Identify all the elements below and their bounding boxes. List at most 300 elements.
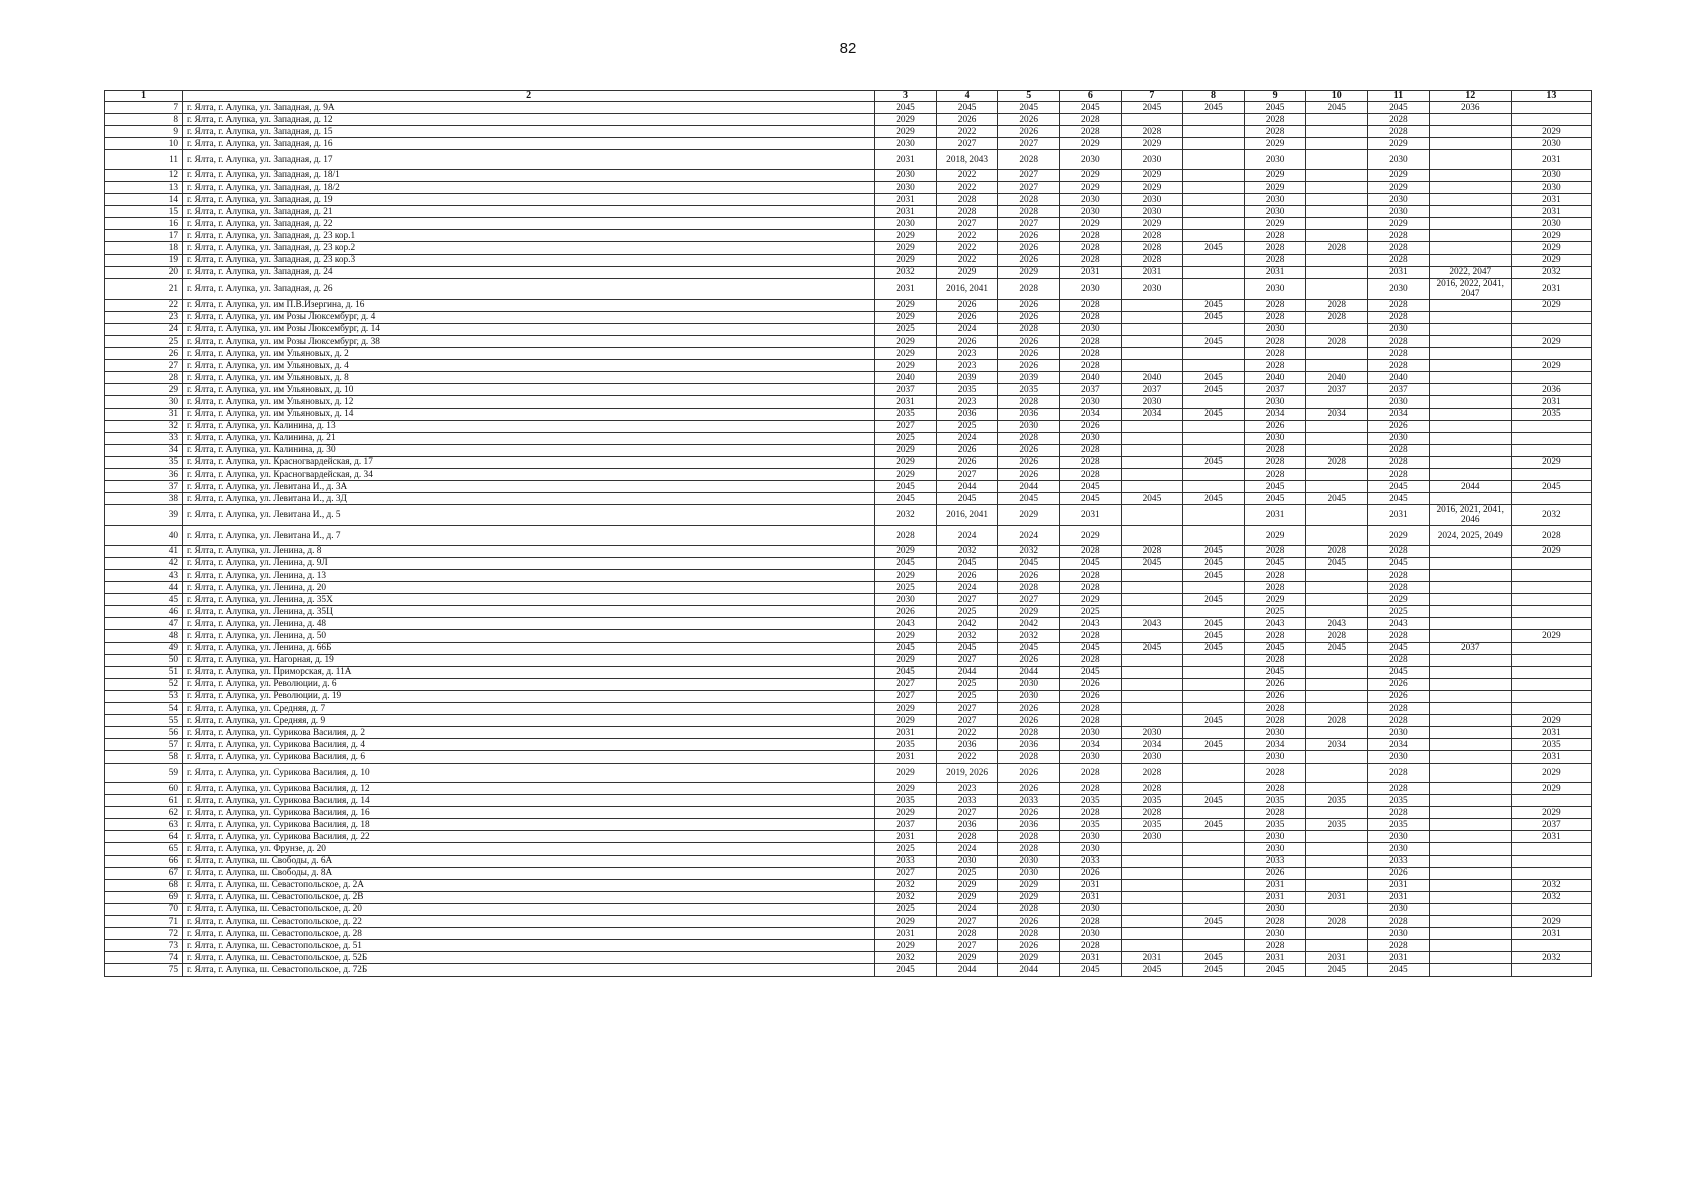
year-cell: [1183, 879, 1245, 891]
address-cell: г. Ялта, г. Алупка, ул. им Ульяновых, д. 8: [183, 372, 875, 384]
year-cell: [1511, 372, 1591, 384]
table-row: [105, 606, 1592, 618]
year-cell: 2029: [998, 891, 1060, 903]
year-cell: 2028: [1060, 545, 1122, 557]
row-index: 57: [105, 739, 183, 751]
year-cell: [1183, 126, 1245, 138]
year-cell: [1429, 230, 1511, 242]
year-cell: [1306, 928, 1368, 940]
year-cell: 2026: [998, 570, 1060, 582]
year-cell: 2034: [1368, 739, 1430, 751]
year-cell: 2036: [1429, 102, 1511, 114]
year-cell: 2028: [1244, 230, 1306, 242]
year-cell: 2032: [1511, 879, 1591, 891]
year-cell: 2031: [1306, 952, 1368, 964]
year-cell: 2031: [1368, 879, 1430, 891]
year-cell: [1306, 763, 1368, 783]
year-cell: 2029: [1511, 336, 1591, 348]
year-cell: 2045: [1183, 642, 1245, 654]
year-cell: 2026: [936, 336, 998, 348]
year-cell: [1511, 964, 1591, 976]
year-cell: [1306, 230, 1368, 242]
year-cell: 2044: [936, 481, 998, 493]
row-index: 59: [105, 763, 183, 783]
year-cell: 2045: [1306, 493, 1368, 505]
year-cell: 2030: [1121, 206, 1183, 218]
year-cell: 2030: [1511, 181, 1591, 193]
year-cell: 2029: [875, 807, 937, 819]
year-cell: [1429, 819, 1511, 831]
table-row: [105, 432, 1592, 444]
year-cell: [1429, 903, 1511, 915]
year-cell: [1183, 928, 1245, 940]
year-cell: 2029: [875, 703, 937, 715]
year-cell: 2039: [998, 372, 1060, 384]
year-cell: [1306, 678, 1368, 690]
year-cell: [1429, 348, 1511, 360]
year-cell: 2027: [936, 654, 998, 666]
year-cell: 2029: [875, 299, 937, 311]
year-cell: 2045: [1121, 102, 1183, 114]
year-cell: [1183, 420, 1245, 432]
year-cell: 2035: [1511, 408, 1591, 420]
year-cell: 2031: [1368, 952, 1430, 964]
year-cell: 2029: [875, 630, 937, 642]
year-cell: [1429, 618, 1511, 630]
year-cell: 2037: [1306, 384, 1368, 396]
year-cell: 2039: [936, 372, 998, 384]
year-cell: [1511, 855, 1591, 867]
year-cell: 2032: [936, 545, 998, 557]
column-header: 9: [1244, 91, 1306, 102]
year-cell: 2026: [998, 654, 1060, 666]
row-index: 33: [105, 432, 183, 444]
year-cell: [1183, 831, 1245, 843]
year-cell: 2028: [1306, 311, 1368, 323]
year-cell: 2025: [936, 678, 998, 690]
year-cell: 2045: [1368, 964, 1430, 976]
year-cell: [1306, 654, 1368, 666]
year-cell: 2026: [998, 444, 1060, 456]
address-cell: г. Ялта, г. Алупка, ш. Севастопольское, д. 52Б: [183, 952, 875, 964]
year-cell: [1183, 678, 1245, 690]
year-cell: [1121, 606, 1183, 618]
year-cell: [1511, 642, 1591, 654]
year-cell: 2028: [998, 432, 1060, 444]
year-cell: 2031: [1060, 266, 1122, 278]
address-cell: г. Ялта, г. Алупка, ул. им Ульяновых, д. 2: [183, 348, 875, 360]
year-cell: 2028: [1368, 311, 1430, 323]
address-cell: г. Ялта, г. Алупка, ул. Западная, д. 18/2: [183, 181, 875, 193]
year-cell: 2037: [1060, 384, 1122, 396]
year-cell: [1306, 348, 1368, 360]
year-cell: 2033: [1368, 855, 1430, 867]
year-cell: 2028: [1060, 311, 1122, 323]
year-cell: 2026: [875, 606, 937, 618]
year-cell: 2032: [1511, 266, 1591, 278]
year-cell: 2026: [998, 456, 1060, 468]
year-cell: [1511, 618, 1591, 630]
row-index: 8: [105, 114, 183, 126]
year-cell: [1429, 384, 1511, 396]
year-cell: 2045: [875, 557, 937, 569]
year-cell: [1511, 469, 1591, 481]
year-cell: 2030: [1368, 206, 1430, 218]
year-cell: 2031: [1060, 505, 1122, 526]
year-cell: 2028: [1368, 114, 1430, 126]
year-cell: 2045: [1183, 795, 1245, 807]
year-cell: [1429, 150, 1511, 170]
table-row: [105, 807, 1592, 819]
year-cell: 2030: [1060, 928, 1122, 940]
year-cell: 2029: [1511, 807, 1591, 819]
year-cell: [1306, 254, 1368, 266]
year-cell: 2025: [875, 582, 937, 594]
address-cell: г. Ялта, г. Алупка, ул. Западная, д. 9А: [183, 102, 875, 114]
year-cell: 2028: [1060, 807, 1122, 819]
year-cell: 2026: [998, 336, 1060, 348]
year-cell: 2028: [1306, 715, 1368, 727]
year-cell: 2028: [1306, 916, 1368, 928]
table-row: [105, 372, 1592, 384]
year-cell: 2025: [1060, 606, 1122, 618]
address-cell: г. Ялта, г. Алупка, ш. Свободы, д. 6А: [183, 855, 875, 867]
year-cell: [1183, 582, 1245, 594]
year-cell: 2034: [1244, 408, 1306, 420]
year-cell: 2031: [875, 727, 937, 739]
year-cell: 2035: [1244, 795, 1306, 807]
year-cell: 2030: [1060, 751, 1122, 763]
year-cell: 2019, 2026: [936, 763, 998, 783]
row-index: 52: [105, 678, 183, 690]
year-cell: [1183, 469, 1245, 481]
year-cell: 2028: [1368, 807, 1430, 819]
year-cell: 2027: [875, 678, 937, 690]
year-cell: [1429, 242, 1511, 254]
year-cell: 2028: [1244, 940, 1306, 952]
year-cell: [1183, 396, 1245, 408]
table-header: [105, 91, 1592, 102]
year-cell: [1306, 843, 1368, 855]
year-cell: 2028: [998, 831, 1060, 843]
year-cell: 2028: [1060, 582, 1122, 594]
year-cell: 2030: [998, 867, 1060, 879]
row-index: 27: [105, 360, 183, 372]
year-cell: 2027: [936, 594, 998, 606]
year-cell: [1429, 408, 1511, 420]
column-header: 11: [1368, 91, 1430, 102]
year-cell: [1121, 855, 1183, 867]
year-cell: [1511, 903, 1591, 915]
year-cell: [1121, 526, 1183, 546]
year-cell: 2024: [936, 323, 998, 335]
year-cell: 2029: [1511, 783, 1591, 795]
year-cell: 2030: [998, 420, 1060, 432]
year-cell: 2028: [1060, 703, 1122, 715]
year-cell: 2030: [1121, 194, 1183, 206]
year-cell: [1429, 545, 1511, 557]
year-cell: [1183, 891, 1245, 903]
address-cell: г. Ялта, г. Алупка, ш. Севастопольское, д. 20: [183, 903, 875, 915]
table-row: [105, 867, 1592, 879]
year-cell: 2031: [1060, 952, 1122, 964]
year-cell: 2028: [1368, 703, 1430, 715]
year-cell: 2029: [1244, 218, 1306, 230]
year-cell: 2029: [1060, 526, 1122, 546]
year-cell: [1183, 181, 1245, 193]
year-cell: [1121, 336, 1183, 348]
year-cell: 2024: [936, 843, 998, 855]
year-cell: 2028: [1368, 916, 1430, 928]
year-cell: [1429, 763, 1511, 783]
year-cell: 2029: [1511, 254, 1591, 266]
year-cell: 2035: [1121, 819, 1183, 831]
year-cell: [1429, 594, 1511, 606]
address-cell: г. Ялта, г. Алупка, ул. им Розы Люксембург, д. 4: [183, 311, 875, 323]
year-cell: 2035: [936, 384, 998, 396]
year-cell: [1306, 323, 1368, 335]
table-row: [105, 169, 1592, 181]
address-cell: г. Ялта, г. Алупка, ул. Приморская, д. 11А: [183, 666, 875, 678]
year-cell: 2031: [875, 831, 937, 843]
row-index: 47: [105, 618, 183, 630]
year-cell: 2016, 2041: [936, 505, 998, 526]
year-cell: 2045: [998, 102, 1060, 114]
year-cell: 2029: [1511, 299, 1591, 311]
address-cell: г. Ялта, г. Алупка, ул. Западная, д. 18/1: [183, 169, 875, 181]
year-cell: 2035: [1244, 819, 1306, 831]
year-cell: 2026: [998, 703, 1060, 715]
table-row: [105, 903, 1592, 915]
year-cell: 2028: [1244, 703, 1306, 715]
year-cell: 2022: [936, 242, 998, 254]
row-index: 29: [105, 384, 183, 396]
column-header: 7: [1121, 91, 1183, 102]
year-cell: [1429, 372, 1511, 384]
year-cell: 2029: [998, 879, 1060, 891]
year-cell: 2035: [998, 384, 1060, 396]
year-cell: [1306, 150, 1368, 170]
year-cell: 2022: [936, 727, 998, 739]
year-cell: 2031: [875, 928, 937, 940]
year-cell: 2029: [1511, 545, 1591, 557]
year-cell: 2044: [936, 666, 998, 678]
year-cell: [1429, 916, 1511, 928]
year-cell: 2029: [1121, 181, 1183, 193]
year-cell: 2024: [936, 526, 998, 546]
year-cell: [1429, 690, 1511, 702]
year-cell: [1511, 114, 1591, 126]
year-cell: 2025: [936, 867, 998, 879]
year-cell: 2028: [1060, 570, 1122, 582]
year-cell: [1511, 557, 1591, 569]
year-cell: 2042: [936, 618, 998, 630]
year-cell: 2045: [1183, 299, 1245, 311]
year-cell: 2032: [1511, 952, 1591, 964]
table-row: [105, 739, 1592, 751]
year-cell: [1306, 181, 1368, 193]
row-index: 43: [105, 570, 183, 582]
year-cell: 2028: [1060, 630, 1122, 642]
year-cell: 2044: [998, 666, 1060, 678]
year-cell: 2045: [1183, 916, 1245, 928]
year-cell: [1121, 916, 1183, 928]
year-cell: 2031: [875, 751, 937, 763]
year-cell: 2031: [875, 206, 937, 218]
row-index: 13: [105, 181, 183, 193]
year-cell: [1429, 630, 1511, 642]
year-cell: [1511, 940, 1591, 952]
address-cell: г. Ялта, г. Алупка, ул. Ленина, д. 35Ц: [183, 606, 875, 618]
year-cell: [1306, 831, 1368, 843]
year-cell: 2028: [1244, 545, 1306, 557]
row-index: 44: [105, 582, 183, 594]
year-cell: 2030: [1060, 831, 1122, 843]
address-cell: г. Ялта, г. Алупка, ш. Севастопольское, д. 2А: [183, 879, 875, 891]
table-row: [105, 715, 1592, 727]
year-cell: 2016, 2041: [936, 278, 998, 299]
year-cell: [1429, 727, 1511, 739]
table-row: [105, 254, 1592, 266]
address-cell: г. Ялта, г. Алупка, ул. Сурикова Василия, д. 18: [183, 819, 875, 831]
year-cell: [1183, 218, 1245, 230]
year-cell: 2030: [1368, 278, 1430, 299]
year-cell: 2028: [1060, 715, 1122, 727]
year-cell: 2031: [875, 278, 937, 299]
address-cell: г. Ялта, г. Алупка, ул. Западная, д. 23 кор.3: [183, 254, 875, 266]
year-cell: [1121, 469, 1183, 481]
year-cell: 2030: [1060, 194, 1122, 206]
year-cell: 2033: [998, 795, 1060, 807]
row-index: 20: [105, 266, 183, 278]
year-cell: 2032: [875, 952, 937, 964]
year-cell: 2028: [1368, 360, 1430, 372]
row-index: 35: [105, 456, 183, 468]
year-cell: 2033: [875, 855, 937, 867]
row-index: 60: [105, 783, 183, 795]
year-cell: 2030: [1121, 150, 1183, 170]
year-cell: 2028: [1244, 126, 1306, 138]
year-cell: 2030: [1060, 278, 1122, 299]
year-cell: 2045: [875, 102, 937, 114]
year-cell: 2034: [1121, 408, 1183, 420]
row-index: 32: [105, 420, 183, 432]
year-cell: 2029: [875, 763, 937, 783]
year-cell: 2026: [998, 114, 1060, 126]
year-cell: 2045: [875, 642, 937, 654]
year-cell: [1121, 323, 1183, 335]
year-cell: 2034: [1368, 408, 1430, 420]
address-cell: г. Ялта, г. Алупка, ш. Свободы, д. 8А: [183, 867, 875, 879]
year-cell: 2022: [936, 254, 998, 266]
year-cell: 2031: [875, 396, 937, 408]
year-cell: [1511, 420, 1591, 432]
year-cell: 2045: [1183, 557, 1245, 569]
year-cell: 2045: [1368, 493, 1430, 505]
year-cell: 2028: [1060, 299, 1122, 311]
column-header: 13: [1511, 91, 1591, 102]
row-index: 16: [105, 218, 183, 230]
year-cell: 2031: [1368, 505, 1430, 526]
year-cell: 2027: [998, 138, 1060, 150]
year-cell: 2028: [1244, 469, 1306, 481]
year-cell: 2028: [1121, 783, 1183, 795]
year-cell: 2028: [1368, 763, 1430, 783]
year-cell: 2028: [1244, 570, 1306, 582]
address-cell: г. Ялта, г. Алупка, ул. им Розы Люксембург, д. 38: [183, 336, 875, 348]
year-cell: 2030: [1244, 928, 1306, 940]
year-cell: [1511, 867, 1591, 879]
year-cell: [1429, 891, 1511, 903]
table-row: [105, 582, 1592, 594]
year-cell: 2028: [1060, 469, 1122, 481]
year-cell: 2028: [998, 928, 1060, 940]
year-cell: 2045: [1060, 481, 1122, 493]
address-cell: г. Ялта, г. Алупка, ул. Сурикова Василия, д. 10: [183, 763, 875, 783]
year-cell: [1306, 606, 1368, 618]
year-cell: [1511, 348, 1591, 360]
year-cell: 2045: [1183, 311, 1245, 323]
year-cell: 2030: [1060, 150, 1122, 170]
year-cell: 2031: [1511, 150, 1591, 170]
year-cell: 2034: [1060, 739, 1122, 751]
year-cell: [1429, 606, 1511, 618]
year-cell: 2045: [875, 481, 937, 493]
year-cell: 2036: [998, 819, 1060, 831]
year-cell: 2028: [1060, 456, 1122, 468]
table-row: [105, 126, 1592, 138]
year-cell: 2045: [936, 642, 998, 654]
row-index: 23: [105, 311, 183, 323]
year-cell: 2028: [1121, 763, 1183, 783]
year-cell: 2027: [936, 916, 998, 928]
row-index: 71: [105, 916, 183, 928]
table-row: [105, 242, 1592, 254]
year-cell: 2028: [1244, 242, 1306, 254]
year-cell: [1121, 570, 1183, 582]
year-cell: 2030: [1368, 843, 1430, 855]
year-cell: 2026: [998, 311, 1060, 323]
year-cell: [1183, 940, 1245, 952]
address-cell: г. Ялта, г. Алупка, ул. Западная, д. 22: [183, 218, 875, 230]
year-cell: [1511, 493, 1591, 505]
table-row: [105, 396, 1592, 408]
address-cell: г. Ялта, г. Алупка, ул. им Розы Люксембург, д. 14: [183, 323, 875, 335]
year-cell: 2027: [936, 807, 998, 819]
table-body: [105, 102, 1592, 977]
year-cell: 2044: [998, 481, 1060, 493]
year-cell: 2030: [1121, 278, 1183, 299]
year-cell: 2044: [998, 964, 1060, 976]
year-cell: 2035: [1060, 819, 1122, 831]
address-cell: г. Ялта, г. Алупка, ш. Севастопольское, д. 22: [183, 916, 875, 928]
table-row: [105, 138, 1592, 150]
table-row: [105, 150, 1592, 170]
year-cell: 2028: [1368, 254, 1430, 266]
year-cell: 2036: [936, 408, 998, 420]
year-cell: 2026: [1368, 678, 1430, 690]
row-index: 26: [105, 348, 183, 360]
year-cell: 2029: [875, 230, 937, 242]
year-cell: [1429, 254, 1511, 266]
table-row: [105, 630, 1592, 642]
year-cell: 2028: [1244, 783, 1306, 795]
year-cell: 2029: [1121, 169, 1183, 181]
year-cell: 2030: [1244, 194, 1306, 206]
year-cell: 2028: [998, 843, 1060, 855]
year-cell: 2029: [1060, 181, 1122, 193]
year-cell: [1121, 348, 1183, 360]
